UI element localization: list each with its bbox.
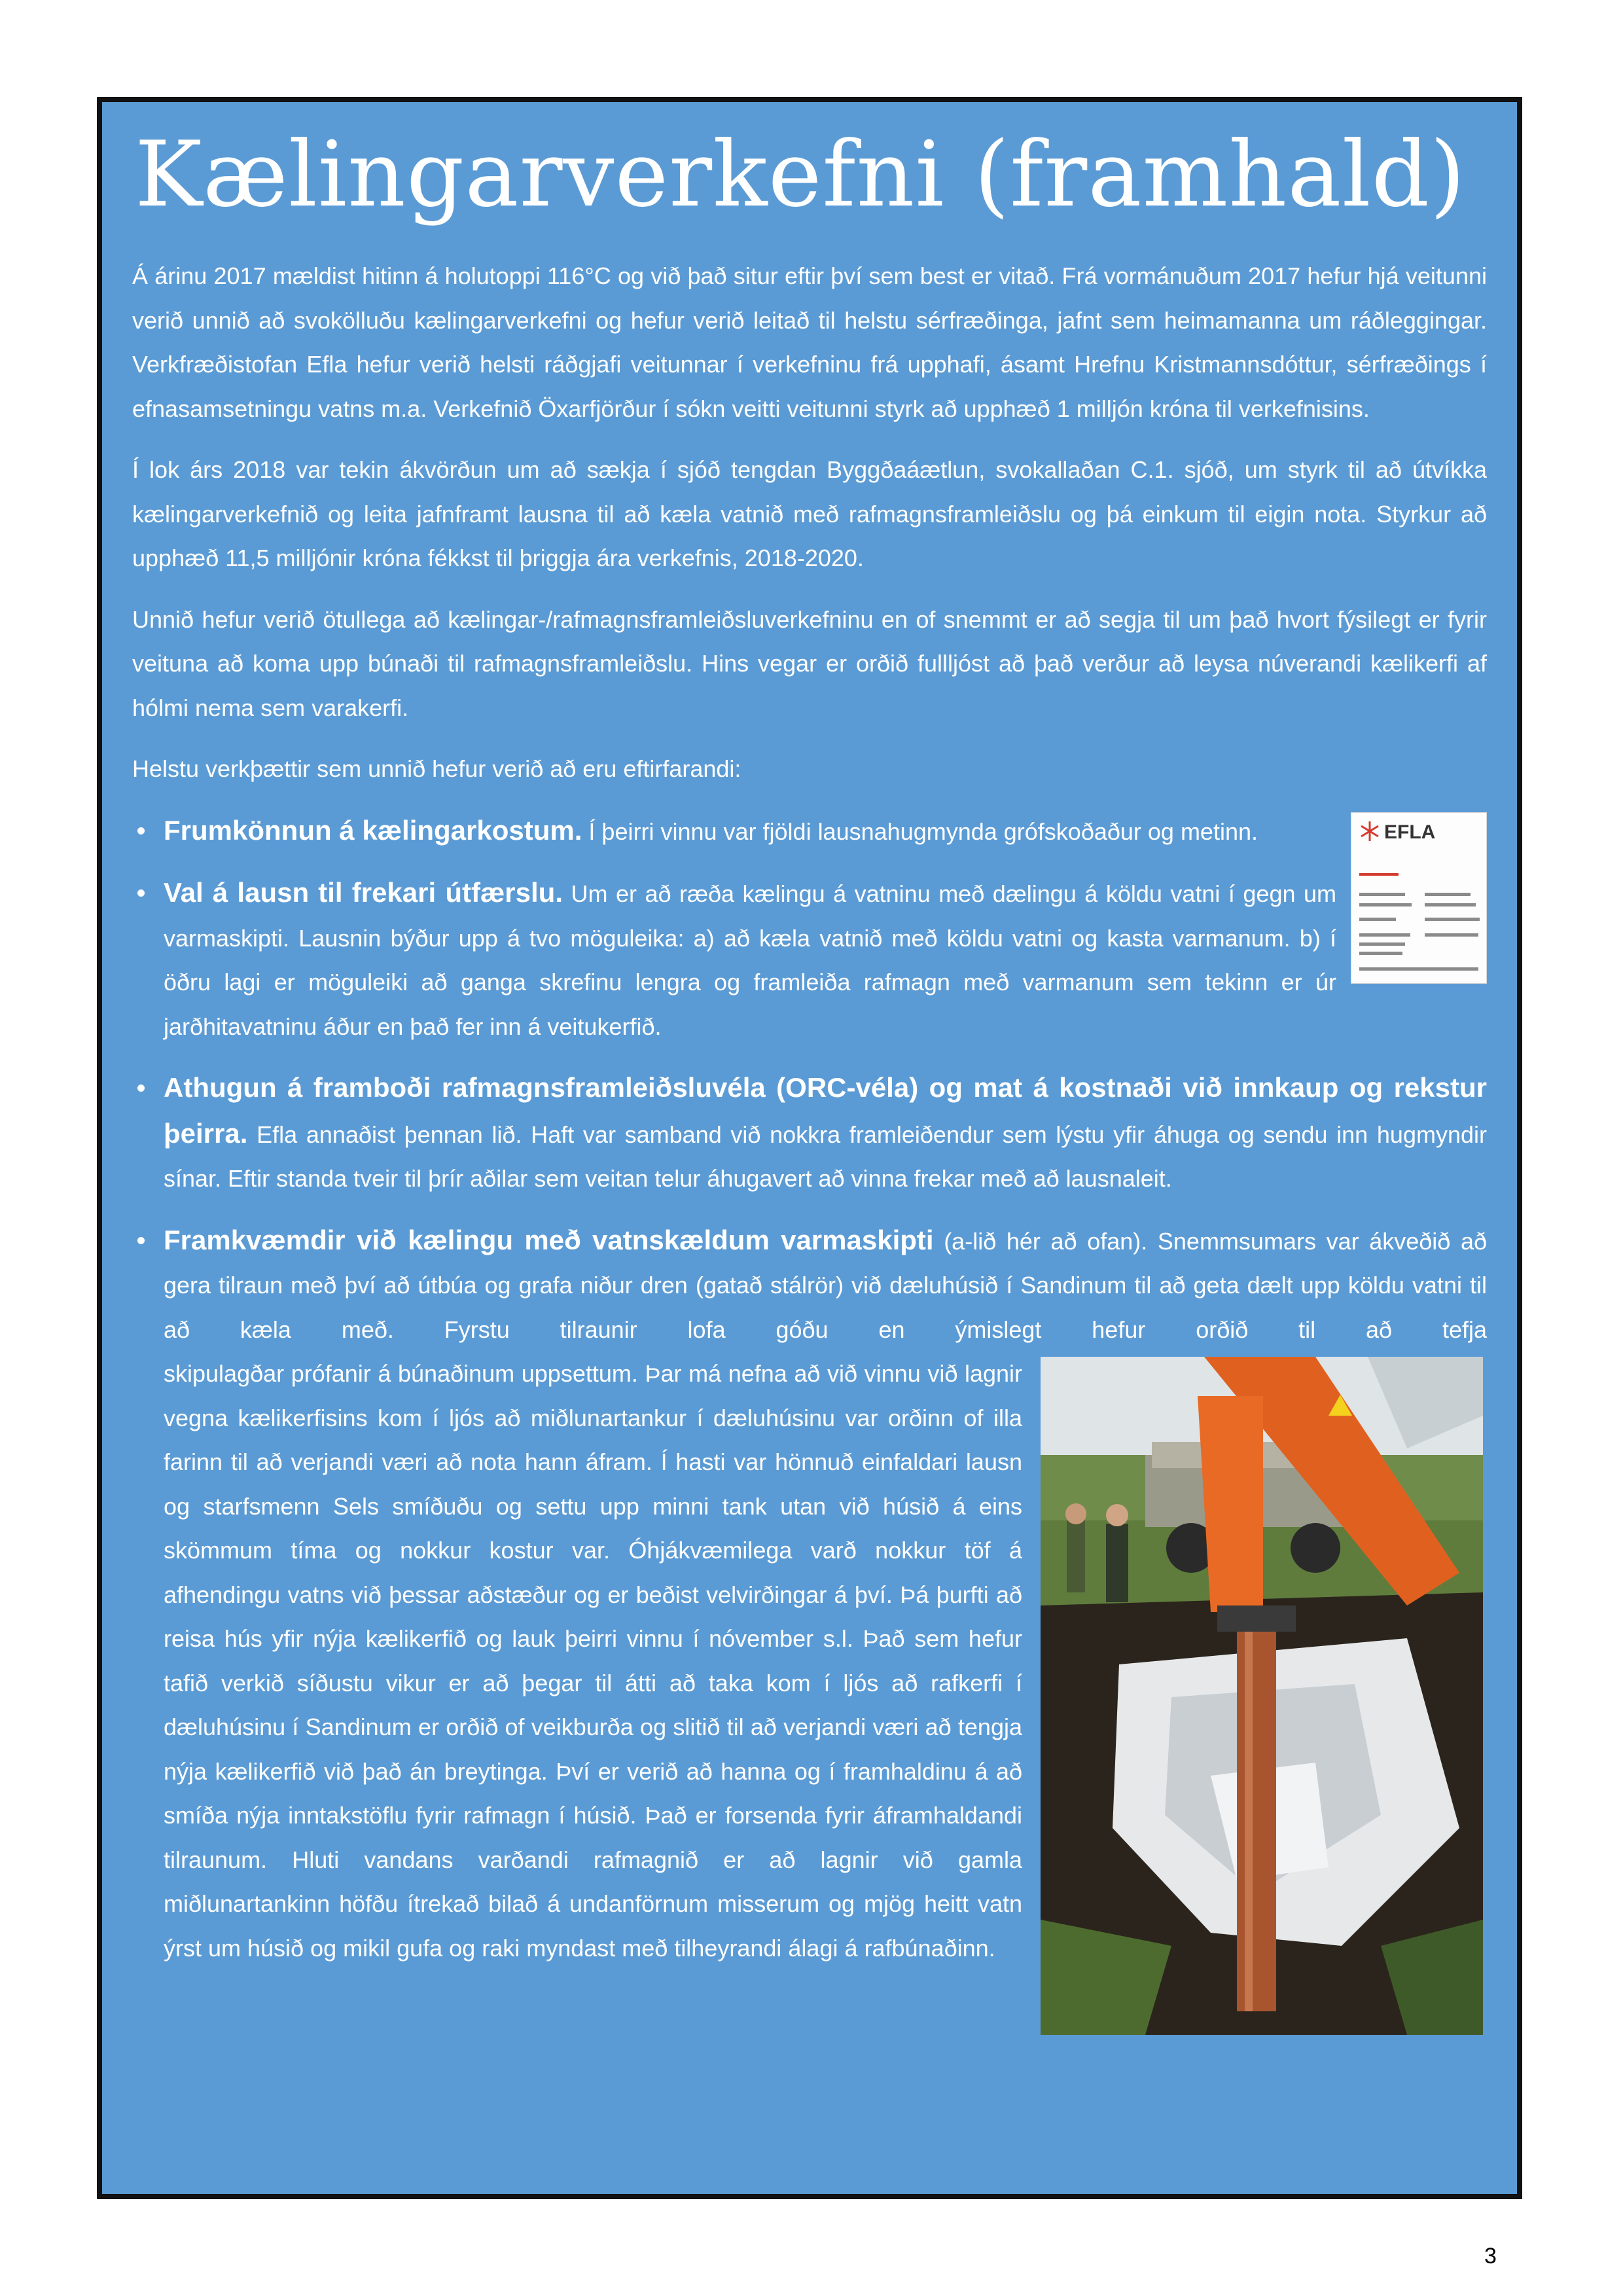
bullet-text: (a-lið hér að ofan). Snemmsumars var ákveðið að gera tilraun með því að útbúa og grafa niður dren (gatað stálrör) við dæluhúsið í Sandinum til að geta dælt upp köldu vatni til að kæla með. Fyrstu tilraunir lofa góðu en ýmislegt hefur orðið til að tefja skipu [164, 1227, 1487, 1387]
list-item [164, 870, 1487, 1049]
list-item [164, 1218, 1487, 1971]
article-body [132, 254, 1487, 2035]
paragraph-4: Helstu verkþættir sem unnið hefur verið að eru eftirfarandi: [132, 755, 741, 782]
info-panel [97, 97, 1522, 2199]
bullet-text-continued: lagðar prófanir á búnaðinum uppsettum. Þar má nefna að við vinnu við lagnir vegna kælikerfisins kom í ljós að miðlunartankur í dæluhúsinu var orðinn of illa farinn til að verjandi væri að nota hann áfram. Í hasti var hönnuð einfaldari lausn og starfsmenn Sels smíðuðu og settu upp minni tank utan við húsið á eins skömmum tíma og nokkur kostur var. Óhjákvæmilega varð nokkur töf á afhendingu vatns við þessar aðstæður og er beðist velvirðingar á því. Þá þurfti að reisa hús yfir nýja kælikerfið og lauk þeirri vinnu í nóvember s.l. Það sem hefur tafið verkið síðustu vikur er að þegar til átti að taka kom í ljós að rafkerfi í dæluhúsinu í Sandinum er orðið of veikburða og slitið til að verjandi væri að tengja nýja kælikerfið við það án breytinga. Því er verið að hanna og í framhaldinu á að smíða nýja inntakstöflu fyrir rafmagn í húsið. Það er forsenda fyrir áframhaldandi tilraunum. Hluti vandans varðandi rafmagnið er að lagnir við gamla miðlunartankinn höfðu ítrekað bilað á undanförnum misserum og mjög heitt vatn ýrst um húsið og mikil gufa og raki myndast með tilheyrandi álagi á rafbúnaðinn. [164, 1360, 1022, 1962]
page-title: Kælingarverkefni (framhald) [135, 122, 1466, 227]
excavation-photo-image [1041, 1357, 1483, 2035]
bullet-text: Efla annaðist þennan lið. Haft var samband við nokkra framleiðendur sem lýstu yfir áhuga og sendu inn hugmyndir sínar. Eftir standa tveir til þrír aðilar sem veitan telur áhugavert að vinna frekar með að lausnaleit. [164, 1121, 1487, 1192]
paragraph-1: Á árinu 2017 mældist hitinn á holutoppi 116°C og við það situr eftir því sem best er vitað. Frá vormánuðum 2017 hefur hjá veitunni verið unnið að svokölluðu kælingarverkefni og hefur verið leitað til helstu sérfræðinga, jafnt sem heimamanna um ráðleggingar. Verkfræðistofan Efla hefur verið helsti ráðgjafi veitunnar í verkefninu frá upphafi, ásamt Hrefnu Kristmannsdóttur, sérfræðings í efnasamsetningu vatns m.a. Verkefnið Öxarfjörður í sókn veitti veitunni styrk að upphæð 1 milljón króna til verkefnisins. [132, 262, 1487, 422]
bullet-heading: Athugun á framboði rafmagnsframleiðsluvéla (ORC-véla) og mat á kostnaði við innkaup og rekstur þeirra. [164, 1072, 1487, 1149]
svg-text:EFLA: EFLA [1384, 821, 1436, 843]
bullet-heading: Val á lausn til frekari útfærslu. [164, 877, 563, 908]
bullet-heading: Framkvæmdir við kælingu með vatnskældum varmaskipti [164, 1224, 934, 1255]
bullet-text: Um er að ræða kælingu á vatninu með dælingu á köldu vatni í gegn um varmaskipti. Lausnin býður upp á tvo möguleika: a) að kæla vatnið með köldu vatni og kasta varmanum. b) í öðru lagi er möguleiki að ganga skrefinu lengra og framleiða rafmagn með varmanum sem tekinn er úr jarðhitavatninu áður en það fer inn á veitukerfið. [164, 880, 1336, 1040]
efla-logo-icon [1358, 818, 1482, 844]
page-number: 3 [1484, 2244, 1497, 2269]
list-item [164, 1066, 1487, 1201]
list-item [164, 808, 1487, 854]
paragraph-2: Í lok árs 2018 var tekin ákvörðun um að sækja í sjóð tengdan Byggðaáætlun, svokallaðan C.1. sjóð, um styrk til að útvíkka kælingarverkefnið og leita jafnframt lausna til að kæla vatnið með rafmagnsframleiðslu og þá einkum til eigin nota. Styrkur að upphæð 11,5 milljónir króna fékkst til þriggja ára verkefnis, 2018-2020. [132, 456, 1487, 571]
bullet-heading: Frumkönnun á kælingarkostum. [164, 814, 582, 846]
task-list [132, 808, 1487, 1971]
paragraph-3: Unnið hefur verið ötullega að kælingar-/rafmagnsframleiðsluverkefninu en of snemmt er að segja til um það hvort fýsilegt er fyrir veituna að koma upp búnaði til rafmagnsframleiðslu. Hins vegar er orðið fullljóst að það verður að leysa núverandi kælikerfi af hólmi nema sem varakerfi. [132, 605, 1487, 721]
bullet-text: Í þeirri vinnu var fjöldi lausnahugmynda grófskoðaður og metinn. [582, 817, 1258, 845]
